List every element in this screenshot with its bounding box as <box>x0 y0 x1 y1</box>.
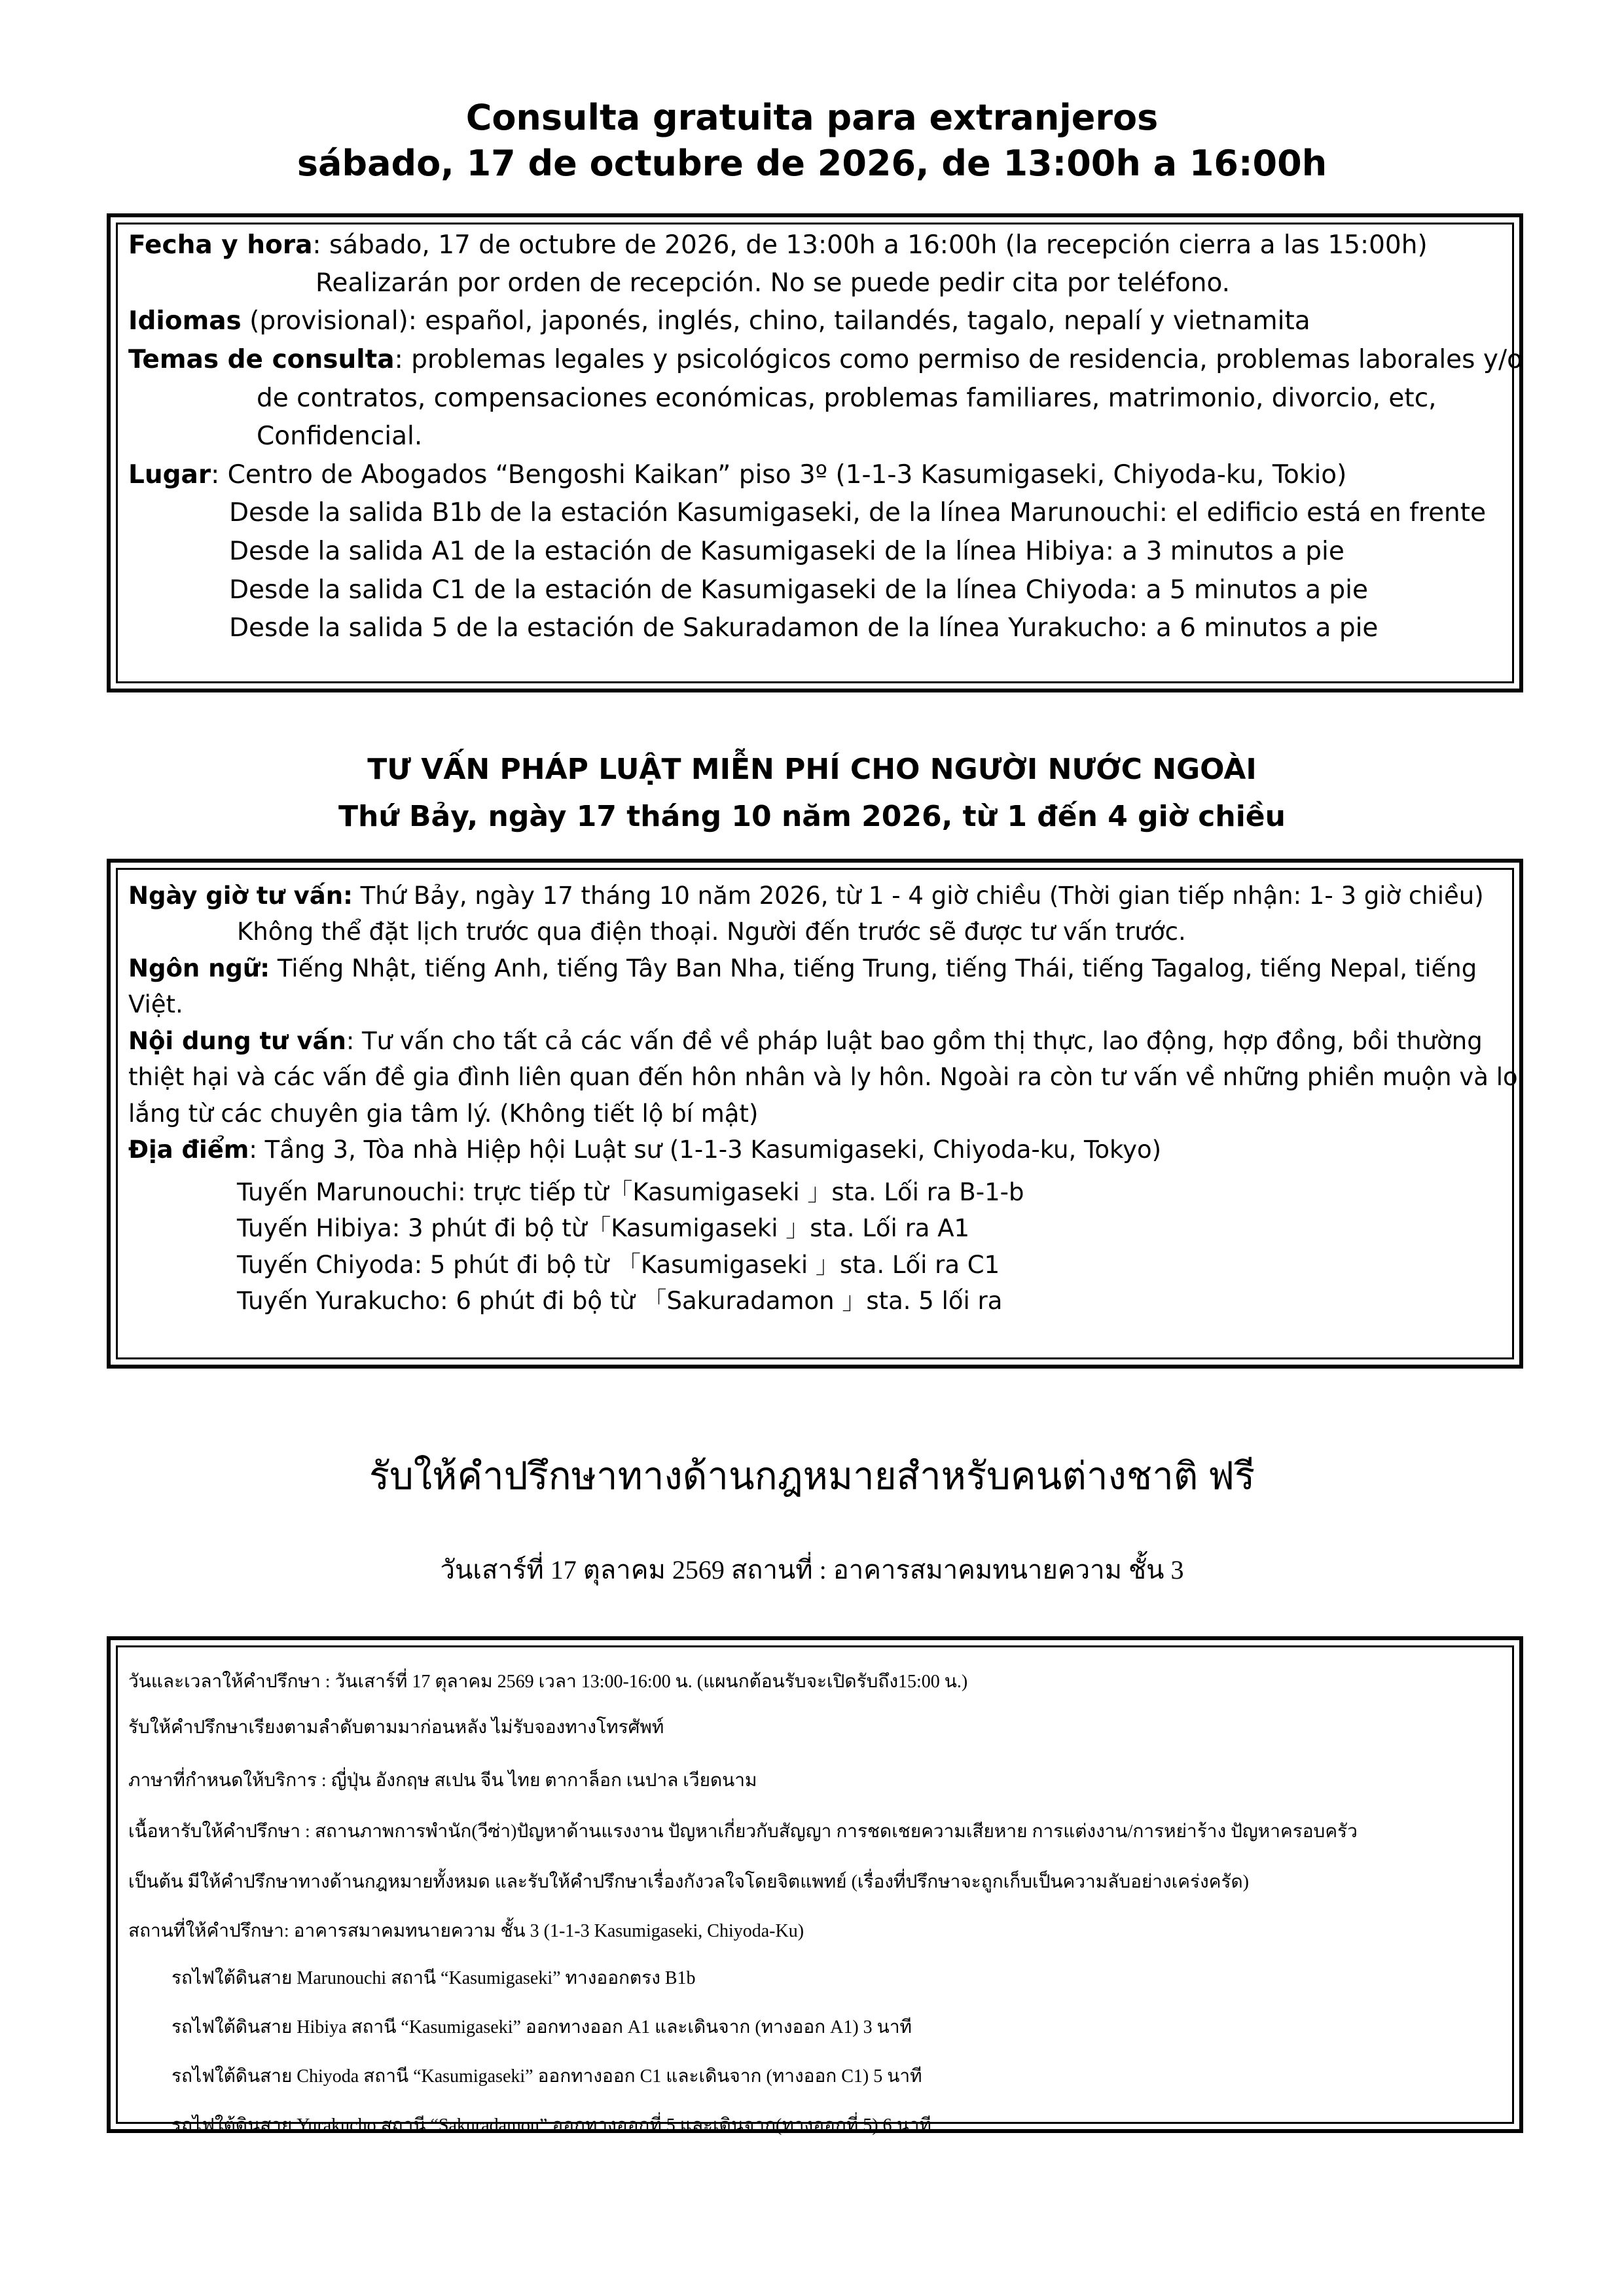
vietnamese-access-2: Tuyến Hibiya: 3 phút đi bộ từ「Kasumigaseki 」sta. Lối ra A1 <box>237 1214 970 1242</box>
vietnamese-ngay-cont: Không thể đặt lịch trước qua điện thoại. Người đến trước sẽ được tư vấn trước. <box>237 918 1186 946</box>
spanish-title: Consulta gratuita para extranjeros <box>465 97 1159 138</box>
thai-access-1: รถไฟใต้ดินสาย Marunouchi สถานี “Kasumigaseki” ทางออกตรง B1b <box>171 1968 696 1988</box>
vietnamese-access-3: Tuyến Chiyoda: 5 phút đi bộ từ 「Kasumigaseki 」sta. Lối ra C1 <box>237 1251 1000 1279</box>
spanish-access-3: Desde la salida C1 de la estación de Kasumigaseki de la línea Chiyoda: a 5 minutos a pie <box>229 575 1369 605</box>
vietnamese-noidung-line: Nội dung tư vấn: Tư vấn cho tất cả các vấn đề về pháp luật bao gồm thị thực, lao động, hợp đồng, bồi thường <box>128 1027 1483 1055</box>
vietnamese-title: TƯ VẤN PHÁP LUẬT MIỄN PHÍ CHO NGƯỜI NƯỚC NGOÀI <box>367 753 1257 786</box>
vietnamese-noidung-cont2: lắng từ các chuyên gia tâm lý. (Không tiết lộ bí mật) <box>128 1100 759 1128</box>
vietnamese-ngonngu-cont: Việt. <box>128 990 183 1018</box>
spanish-access-4: Desde la salida 5 de la estación de Sakuradamon de la línea Yurakucho: a 6 minutos a pie <box>229 613 1379 643</box>
thai-access-4: รถไฟใต้ดินสาย Yurakucho สถานี “Sakuradamon” ออกทางออกที่ 5 และเดินจาก(ทางออกที่ 5) 6 นาที <box>171 2115 931 2136</box>
spanish-temas-cont2: Confidencial. <box>257 422 423 451</box>
vietnamese-subtitle: Thứ Bảy, ngày 17 tháng 10 năm 2026, từ 1 đến 4 giờ chiều <box>338 800 1286 833</box>
vietnamese-ngonngu-line: Ngôn ngữ: Tiếng Nhật, tiếng Anh, tiếng Tây Ban Nha, tiếng Trung, tiếng Thái, tiếng Tagalog, tiếng Nepal, tiếng <box>128 954 1477 982</box>
thai-access-2: รถไฟใต้ดินสาย Hibiya สถานี “Kasumigaseki” ออกทางออก A1 และเดินจาก (ทางออก A1) 3 นาที <box>171 2017 912 2037</box>
spanish-temas-line: Temas de consulta: problemas legales y psicológicos como permiso de residencia, problemas laborales y/o <box>128 345 1523 374</box>
thai-line-6: สถานที่ให้คำปรึกษา: อาคารสมาคมทนายความ ชั้น 3 (1-1-3 Kasumigaseki, Chiyoda-Ku) <box>128 1921 804 1941</box>
spanish-access-2: Desde la salida A1 de la estación de Kasumigaseki de la línea Hibiya: a 3 minutos a pie <box>229 537 1344 566</box>
vietnamese-diadiem-line: Địa điểm: Tầng 3, Tòa nhà Hiệp hội Luật sư (1-1-3 Kasumigaseki, Chiyoda-ku, Tokyo) <box>128 1136 1162 1164</box>
spanish-idiomas-line: Idiomas (provisional): español, japonés, inglés, chino, tailandés, tagalo, nepalí y vietnamita <box>128 306 1310 336</box>
thai-line-3: ภาษาที่กำหนดให้บริการ : ญี่ปุ่น อังกฤษ สเปน จีน ไทย ตากาล็อก เนปาล เวียดนาม <box>128 1770 757 1791</box>
thai-line-5: เป็นต้น มีให้คำปรึกษาทางด้านกฎหมายทั้งหมด และรับให้คำปรึกษาเรื่องกังวลใจโดยจิตแพทย์ (เรื่องที่ปรึกษาจะถูกเก็บเป็นความลับอย่างเคร่งครัด) <box>128 1872 1249 1892</box>
thai-access-3: รถไฟใต้ดินสาย Chiyoda สถานี “Kasumigaseki” ออกทางออก C1 และเดินจาก (ทางออก C1) 5 นาที <box>171 2066 922 2087</box>
spanish-fecha-cont: Realizarán por orden de recepción. No se puede pedir cita por teléfono. <box>316 268 1231 298</box>
vietnamese-noidung-cont1: thiệt hại và các vấn đề gia đình liên quan đến hôn nhân và ly hôn. Ngoài ra còn tư vấn về những phiền muộn và lo <box>128 1063 1518 1091</box>
spanish-subtitle: sábado, 17 de octubre de 2026, de 13:00h a 16:00h <box>297 143 1327 184</box>
spanish-fecha-line: Fecha y hora: sábado, 17 de octubre de 2026, de 13:00h a 16:00h (la recepción cierra a las 15:00h) <box>128 230 1428 260</box>
spanish-temas-cont1: de contratos, compensaciones económicas, problemas familiares, matrimonio, divorcio, etc, <box>257 384 1437 413</box>
spanish-lugar-line: Lugar: Centro de Abogados “Bengoshi Kaikan” piso 3º (1-1-3 Kasumigaseki, Chiyoda-ku, Tokio) <box>128 460 1347 490</box>
vietnamese-access-1: Tuyến Marunouchi: trực tiếp từ「Kasumigaseki 」sta. Lối ra B-1-b <box>237 1178 1024 1206</box>
thai-line-4: เนื้อหารับให้คำปรึกษา : สถานภาพการพำนัก(วีซ่า)ปัญหาด้านแรงงาน ปัญหาเกี่ยวกับสัญญา การชดเชยความเสียหาย การแต่งงาน/การหย่าร้าง ปัญหาครอบครัว <box>128 1821 1358 1842</box>
thai-title: รับให้คำปรึกษาทางด้านกฎหมายสำหรับคนต่างชาติ ฟรี <box>369 1455 1255 1498</box>
thai-line-2: รับให้คำปรึกษาเรียงตามลำดับตามมาก่อนหลัง ไม่รับจองทางโทรศัพท์ <box>128 1717 664 1738</box>
thai-line-1: วันและเวลาให้คำปรึกษา : วันเสาร์ที่ 17 ตุลาคม 2569 เวลา 13:00-16:00 น. (แผนกต้อนรับจะเปิดรับถึง15:00 น.) <box>128 1672 968 1692</box>
spanish-access-1: Desde la salida B1b de la estación Kasumigaseki, de la línea Marunouchi: el edificio está en frente <box>229 498 1487 528</box>
vietnamese-ngay-line: Ngày giờ tư vấn: Thứ Bảy, ngày 17 tháng 10 năm 2026, từ 1 - 4 giờ chiều (Thời gian tiếp nhận: 1- 3 giờ chiều) <box>128 882 1484 910</box>
vietnamese-access-4: Tuyến Yurakucho: 6 phút đi bộ từ 「Sakuradamon 」sta. 5 lối ra <box>237 1287 1003 1315</box>
thai-subtitle: วันเสาร์ที่ 17 ตุลาคม 2569 สถานที่ : อาคารสมาคมทนายความ ชั้น 3 <box>440 1555 1184 1585</box>
